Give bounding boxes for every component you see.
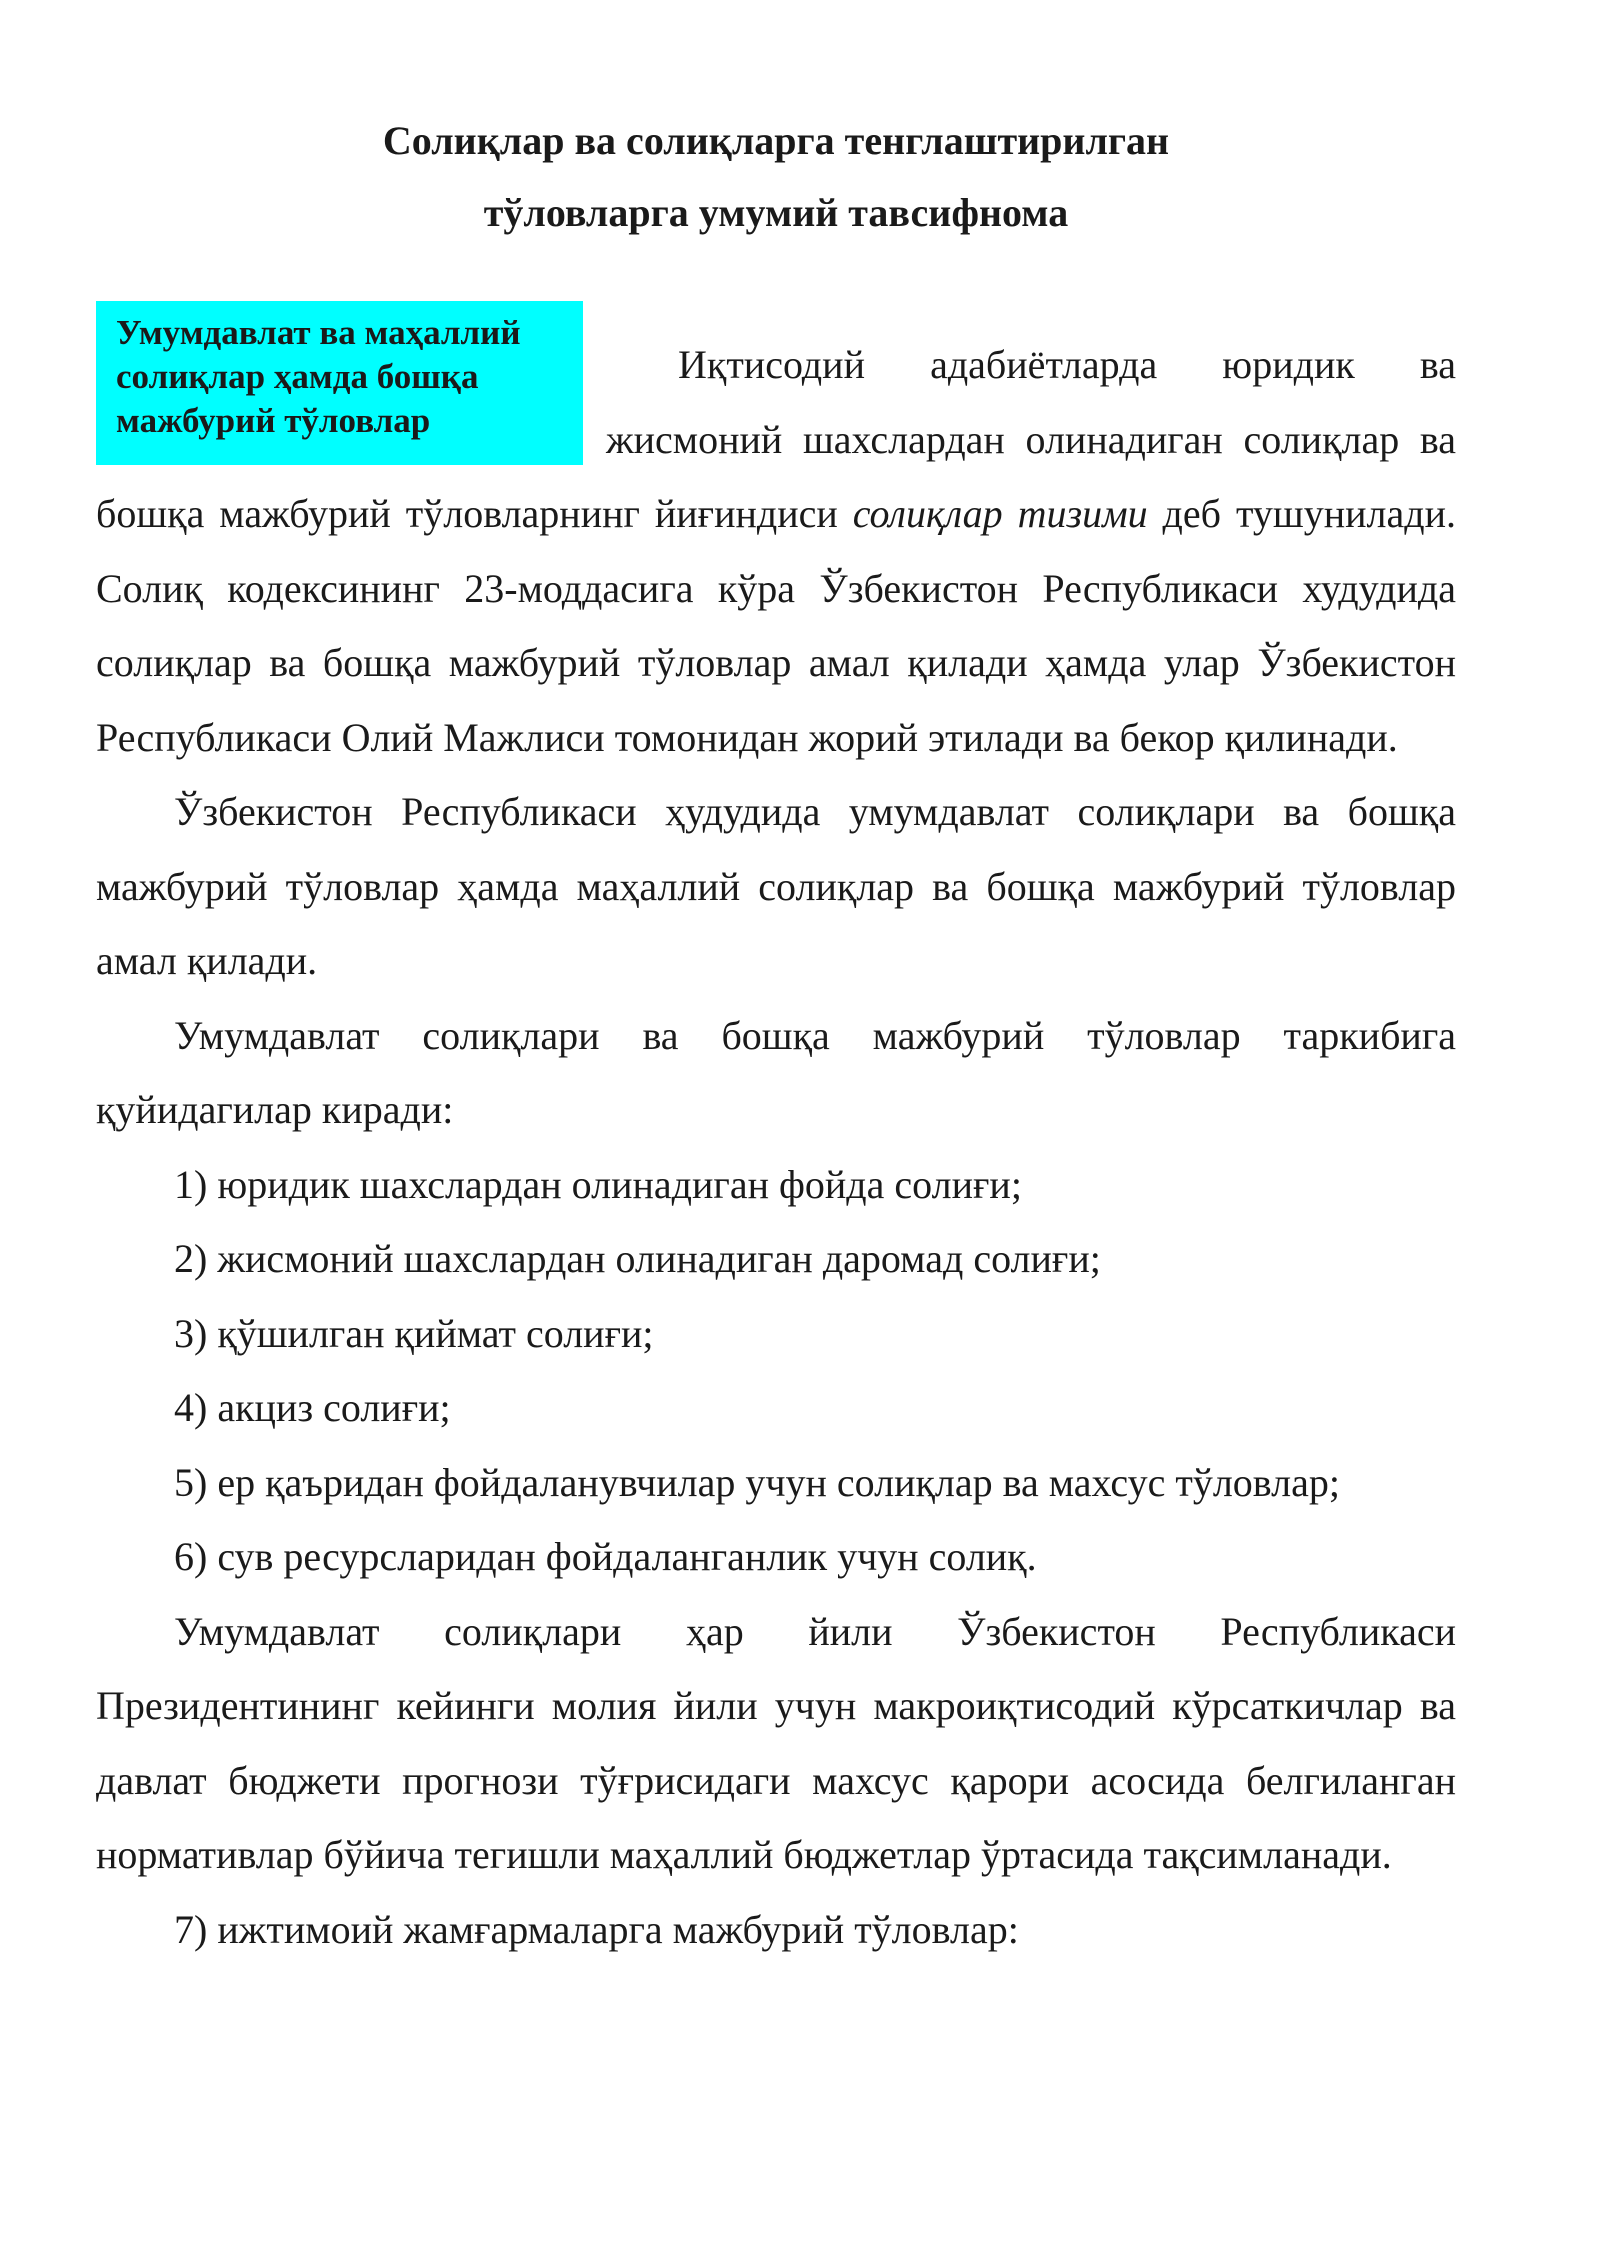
paragraph-1-text-a: Иқтисодий адабиётларда юридик ва жисмоний шахслардан олинадиган солиқлар ва бошқа мажбурий тўловларнинг йиғиндиси [96,342,1456,536]
paragraph-3: Умумдавлат солиқлари ва бошқа мажбурий тўловлар таркибига қуйидагилар киради: [96,1012,1456,1132]
paragraph-1-emphasis: солиқлар тизими [852,491,1148,536]
list-item: 1) юридик шахслардан олинадиган фойда солиғи; [174,1161,1022,1207]
document-body [96,328,1456,1967]
sidebox-line-1: Умумдавлат ва маҳаллий [116,313,521,352]
list-item: 3) қўшилган қиймат солиғи; [174,1310,654,1356]
list-item: 4) акциз солиғи; [174,1385,451,1430]
paragraph-1-text-b: деб тушунилади. Солиқ кодексининг 23-моддасига кўра Ўзбекистон Республикаси худудида солиқлар ва бошқа мажбурий тўловлар амал қилади ҳамда улар Ўзбекистон Республикаси Олий Мажлиси томонидан жорий этилади ва бекор қилинади. [96,491,1456,760]
sidebox-line-3: мажбурий тўловлар [116,401,431,440]
list-item-7: 7) ижтимоий жамғармаларга мажбурий тўловлар: [174,1906,1019,1952]
list-item: 5) ер қаъридан фойдаланувчилар учун солиқлар ва махсус тўловлар; [174,1459,1340,1505]
title-line-1: Солиқлар ва солиқларга тенглаштирилган [382,118,1170,163]
sidebox-line-2: солиқлар ҳамда бошқа [116,357,479,396]
paragraph-2: Ўзбекистон Республикаси ҳудудида умумдавлат солиқлари ва бошқа мажбурий тўловлар ҳамда маҳаллий солиқлар ва бошқа мажбурий тўловлар амал қилади. [96,789,1456,983]
title-line-2: тўловларга умумий тавсифнома [483,190,1069,235]
paragraph-4: Умумдавлат солиқлари ҳар йили Ўзбекистон Республикаси Президентининг кейинги молия йили учун макроиқтисодий кўрсаткичлар ва давлат бюджети прогнози тўғрисидаги махсус қарори асосида белгиланган нормативлар бўйича тегишли маҳаллий бюджетлар ўртасида тақсимланади. [96,1608,1456,1877]
page-title [96,105,1456,249]
sidebox-spacer [96,328,606,468]
list-item: 6) сув ресурсларидан фойдаланганлик учун солиқ. [174,1534,1037,1579]
list-item: 2) жисмоний шахслардан олинадиган даромад солиғи; [174,1236,1101,1281]
